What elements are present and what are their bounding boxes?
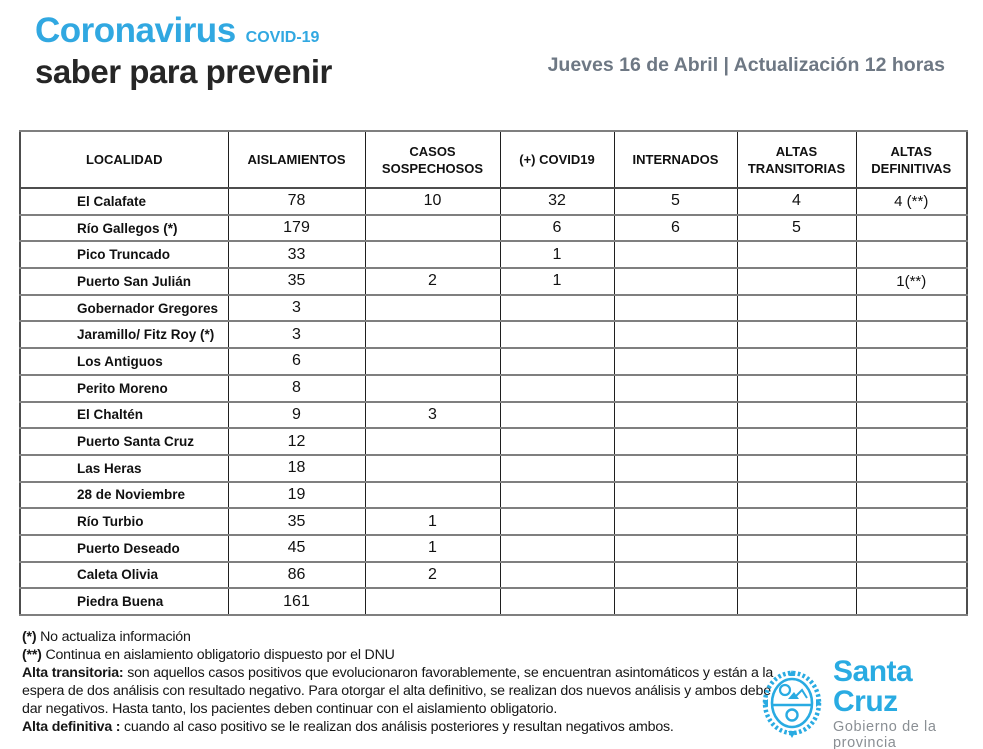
value-cell: 6 bbox=[228, 348, 365, 375]
value-cell bbox=[856, 402, 967, 429]
table-row bbox=[20, 588, 967, 615]
value-cell: 33 bbox=[228, 241, 365, 268]
table-row bbox=[20, 535, 967, 562]
value-cell bbox=[856, 348, 967, 375]
value-cell bbox=[737, 402, 856, 429]
value-cell: 86 bbox=[228, 562, 365, 589]
value-cell: 1 bbox=[365, 535, 500, 562]
logo-province-name: Santa Cruz bbox=[833, 655, 913, 718]
value-cell: 2 bbox=[365, 268, 500, 295]
locality-cell: El Chaltén bbox=[20, 402, 228, 429]
value-cell bbox=[500, 295, 614, 322]
table-body bbox=[20, 188, 967, 615]
brand-covid-label: COVID-19 bbox=[245, 29, 320, 46]
value-cell: 179 bbox=[228, 215, 365, 242]
value-cell bbox=[856, 215, 967, 242]
table-row bbox=[20, 508, 967, 535]
value-cell bbox=[856, 375, 967, 402]
value-cell bbox=[614, 428, 737, 455]
value-cell bbox=[737, 241, 856, 268]
value-cell: 5 bbox=[614, 188, 737, 215]
covid-table bbox=[19, 130, 968, 616]
table-row bbox=[20, 348, 967, 375]
column-header: CASOS SOSPECHOSOS bbox=[365, 131, 500, 188]
footnote-lead: (**) bbox=[22, 646, 42, 663]
logo-text-block bbox=[833, 657, 983, 749]
value-cell: 45 bbox=[228, 535, 365, 562]
value-cell: 78 bbox=[228, 188, 365, 215]
value-cell bbox=[365, 588, 500, 615]
value-cell bbox=[856, 562, 967, 589]
table-row bbox=[20, 428, 967, 455]
value-cell bbox=[856, 295, 967, 322]
footnote-text: No actualiza información bbox=[36, 629, 191, 645]
value-cell bbox=[856, 588, 967, 615]
value-cell bbox=[365, 295, 500, 322]
value-cell: 18 bbox=[228, 455, 365, 482]
table-row bbox=[20, 375, 967, 402]
value-cell bbox=[856, 535, 967, 562]
value-cell bbox=[737, 268, 856, 295]
value-cell bbox=[856, 321, 967, 348]
column-header: ALTAS DEFINITIVAS bbox=[856, 131, 967, 188]
brand-title-line bbox=[35, 12, 332, 57]
locality-cell: Puerto Deseado bbox=[20, 535, 228, 562]
value-cell: 6 bbox=[500, 215, 614, 242]
locality-cell: Puerto San Julián bbox=[20, 268, 228, 295]
value-cell bbox=[614, 508, 737, 535]
table-row bbox=[20, 188, 967, 215]
value-cell bbox=[737, 482, 856, 509]
locality-cell: Gobernador Gregores bbox=[20, 295, 228, 322]
locality-cell: Pico Truncado bbox=[20, 241, 228, 268]
value-cell bbox=[500, 348, 614, 375]
value-cell bbox=[614, 268, 737, 295]
value-cell bbox=[737, 348, 856, 375]
logo-government-subtitle: Gobierno de la provincia bbox=[833, 719, 937, 749]
value-cell: 35 bbox=[228, 508, 365, 535]
value-cell bbox=[856, 241, 967, 268]
update-date-text: Jueves 16 de Abril | Actualización 12 horas bbox=[547, 54, 945, 76]
value-cell: 3 bbox=[365, 402, 500, 429]
value-cell bbox=[500, 321, 614, 348]
value-cell: 1 bbox=[500, 268, 614, 295]
table-row bbox=[20, 482, 967, 509]
value-cell bbox=[737, 428, 856, 455]
locality-cell: Caleta Olivia bbox=[20, 562, 228, 589]
locality-cell: Los Antiguos bbox=[20, 348, 228, 375]
value-cell bbox=[737, 321, 856, 348]
value-cell bbox=[614, 295, 737, 322]
value-cell bbox=[365, 215, 500, 242]
covid-table-wrapper bbox=[19, 130, 968, 616]
value-cell bbox=[614, 455, 737, 482]
value-cell bbox=[614, 375, 737, 402]
value-cell bbox=[614, 535, 737, 562]
table-row bbox=[20, 402, 967, 429]
locality-cell: Jaramillo/ Fitz Roy (*) bbox=[20, 321, 228, 348]
table-row bbox=[20, 295, 967, 322]
value-cell: 161 bbox=[228, 588, 365, 615]
footnote-line bbox=[22, 719, 774, 737]
value-cell bbox=[737, 295, 856, 322]
value-cell: 1 bbox=[500, 241, 614, 268]
footnote-line bbox=[22, 629, 774, 647]
value-cell bbox=[500, 428, 614, 455]
footnote-text: cuando al caso positivo se le realizan dos análisis posteriores y resultan negativos ambos. bbox=[120, 718, 674, 735]
footnote-lead: Alta transitoria: bbox=[22, 664, 124, 681]
value-cell bbox=[856, 428, 967, 455]
table-row bbox=[20, 215, 967, 242]
locality-cell: Piedra Buena bbox=[20, 588, 228, 615]
table-row bbox=[20, 321, 967, 348]
santa-cruz-coat-of-arms-icon bbox=[761, 670, 823, 738]
column-header: ALTAS TRANSITORIAS bbox=[737, 131, 856, 188]
footnote-text: Continua en aislamiento obligatorio dispuesto por el DNU bbox=[41, 646, 395, 663]
value-cell bbox=[500, 562, 614, 589]
table-row bbox=[20, 562, 967, 589]
value-cell: 1(**) bbox=[856, 268, 967, 295]
table-row bbox=[20, 455, 967, 482]
value-cell: 4 (**) bbox=[856, 188, 967, 215]
locality-cell: Puerto Santa Cruz bbox=[20, 428, 228, 455]
footnotes-block bbox=[22, 629, 774, 736]
value-cell bbox=[365, 482, 500, 509]
footnote-lead: (*) bbox=[22, 629, 37, 645]
value-cell: 12 bbox=[228, 428, 365, 455]
footnote-line bbox=[22, 665, 774, 719]
table-header-row bbox=[20, 131, 967, 188]
column-header: LOCALIDAD bbox=[20, 131, 228, 188]
locality-cell: Río Gallegos (*) bbox=[20, 215, 228, 242]
value-cell bbox=[614, 321, 737, 348]
santa-cruz-logo bbox=[761, 657, 983, 749]
footnote-line bbox=[22, 647, 774, 665]
value-cell: 3 bbox=[228, 295, 365, 322]
value-cell: 9 bbox=[228, 402, 365, 429]
value-cell bbox=[737, 455, 856, 482]
locality-cell: Las Heras bbox=[20, 455, 228, 482]
value-cell bbox=[614, 482, 737, 509]
brand-block bbox=[35, 12, 332, 89]
value-cell bbox=[614, 348, 737, 375]
table-row bbox=[20, 241, 967, 268]
value-cell: 35 bbox=[228, 268, 365, 295]
column-header: AISLAMIENTOS bbox=[228, 131, 365, 188]
value-cell bbox=[500, 508, 614, 535]
value-cell bbox=[737, 535, 856, 562]
table-header bbox=[20, 131, 967, 188]
value-cell bbox=[614, 402, 737, 429]
value-cell: 32 bbox=[500, 188, 614, 215]
value-cell bbox=[500, 455, 614, 482]
value-cell: 19 bbox=[228, 482, 365, 509]
value-cell bbox=[500, 402, 614, 429]
footnote-text: son aquellos casos positivos que evolucionaron favorablemente, se encuentran asintomáticos y están a la espera de dos análisis con resultado negativo. Para otorgar el alta definitivo, se realizan dos nuevos análisis y ambos debe dar negativos. Hasta tanto, los pacientes deben continuar con el aislamiento obligatorio. bbox=[22, 664, 774, 717]
value-cell bbox=[856, 482, 967, 509]
value-cell: 3 bbox=[228, 321, 365, 348]
value-cell bbox=[365, 428, 500, 455]
column-header: (+) COVID19 bbox=[500, 131, 614, 188]
value-cell: 8 bbox=[228, 375, 365, 402]
table-row bbox=[20, 268, 967, 295]
value-cell bbox=[365, 375, 500, 402]
value-cell bbox=[614, 241, 737, 268]
value-cell: 6 bbox=[614, 215, 737, 242]
locality-cell: 28 de Noviembre bbox=[20, 482, 228, 509]
value-cell bbox=[614, 562, 737, 589]
value-cell: 4 bbox=[737, 188, 856, 215]
value-cell: 1 bbox=[365, 508, 500, 535]
value-cell bbox=[500, 482, 614, 509]
brand-title: Coronavirus bbox=[35, 11, 236, 50]
value-cell: 2 bbox=[365, 562, 500, 589]
value-cell bbox=[856, 508, 967, 535]
value-cell bbox=[365, 241, 500, 268]
value-cell bbox=[365, 455, 500, 482]
brand-tagline: saber para prevenir bbox=[35, 53, 332, 90]
footnote-lead: Alta definitiva : bbox=[22, 718, 121, 735]
value-cell bbox=[500, 375, 614, 402]
value-cell bbox=[737, 508, 856, 535]
value-cell bbox=[737, 375, 856, 402]
locality-cell: El Calafate bbox=[20, 188, 228, 215]
value-cell: 5 bbox=[737, 215, 856, 242]
locality-cell: Perito Moreno bbox=[20, 375, 228, 402]
value-cell bbox=[737, 562, 856, 589]
value-cell bbox=[365, 321, 500, 348]
value-cell bbox=[856, 455, 967, 482]
column-header: INTERNADOS bbox=[614, 131, 737, 188]
value-cell bbox=[500, 535, 614, 562]
value-cell bbox=[614, 588, 737, 615]
value-cell bbox=[365, 348, 500, 375]
value-cell bbox=[737, 588, 856, 615]
locality-cell: Río Turbio bbox=[20, 508, 228, 535]
value-cell: 10 bbox=[365, 188, 500, 215]
value-cell bbox=[500, 588, 614, 615]
